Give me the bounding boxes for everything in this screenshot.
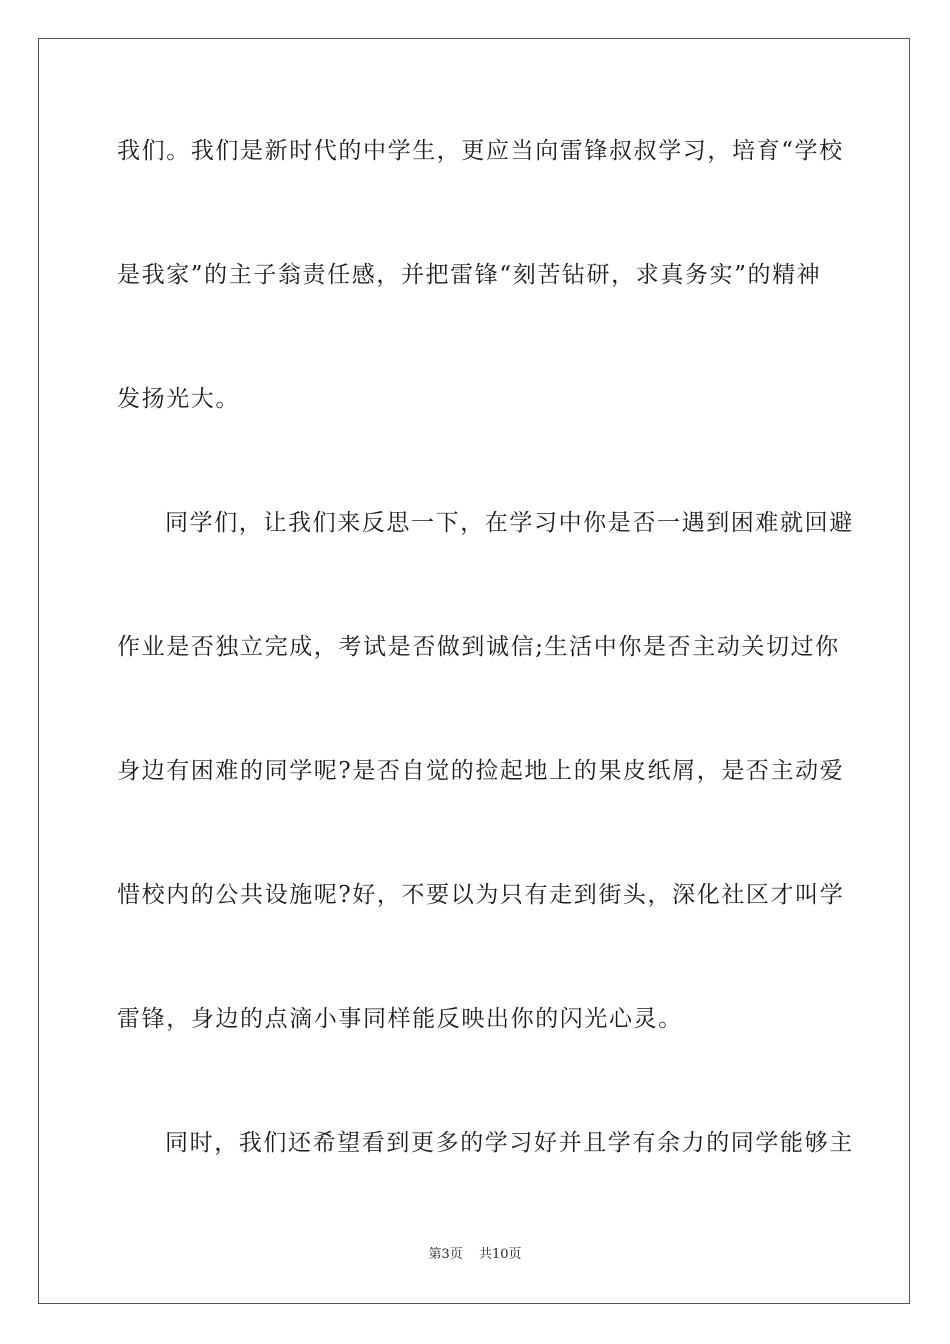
text-line-6: 身边有困难的同学呢?是否自觉的捡起地上的果皮纸屑，是否主动爱	[117, 758, 845, 784]
text-line-9: 同时，我们还希望看到更多的学习好并且学有余力的同学能够主	[165, 1130, 854, 1156]
page-total: 共10页	[478, 1247, 522, 1262]
text-line-1: 我们。我们是新时代的中学生，更应当向雷锋叔叔学习，培育“学校	[117, 138, 844, 164]
page-number: 第3页	[428, 1247, 463, 1262]
text-line-4: 同学们，让我们来反思一下，在学习中你是否一遇到困难就回避	[165, 510, 854, 536]
text-line-2: 是我家”的主子翁责任感，并把雷锋“刻苦钻研，求真务实”的精神	[117, 262, 822, 288]
text-line-7: 惜校内的公共设施呢?好，不要以为只有走到街头，深化社区才叫学	[117, 882, 845, 908]
text-line-5: 作业是否独立完成，考试是否做到诚信;生活中你是否主动关切过你	[117, 634, 840, 660]
page-border	[38, 38, 910, 1304]
text-line-3: 发扬光大。	[117, 386, 240, 412]
text-line-8: 雷锋，身边的点滴小事同样能反映出你的闪光心灵。	[117, 1006, 683, 1032]
page-footer	[0, 1246, 950, 1264]
